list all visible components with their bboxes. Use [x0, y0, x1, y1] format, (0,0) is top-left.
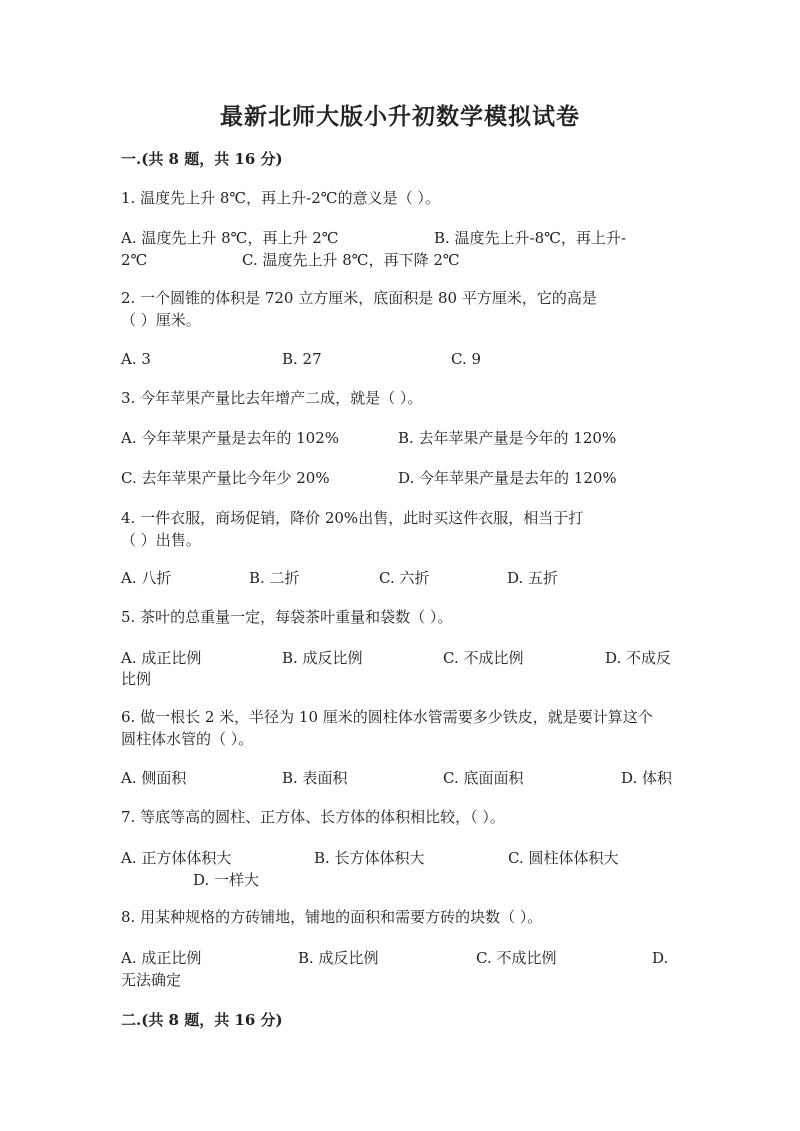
question-6-option-d: D. 体积 [621, 769, 673, 787]
question-5-option-d: D. 不成反 [605, 649, 672, 667]
question-8-option-d: D. [652, 949, 669, 967]
question-4-option-b: B. 二折 [249, 569, 300, 587]
question-8-text: 8. 用某种规格的方砖铺地，铺地的面积和需要方砖的块数（ ）。 [121, 908, 543, 926]
question-2-text-cont: （ ）厘米。 [121, 311, 201, 329]
question-2-option-a: A. 3 [121, 350, 151, 368]
question-3-text: 3. 今年苹果产量比去年增产二成，就是（ ）。 [121, 389, 423, 407]
question-4-text: 4. 一件衣服，商场促销，降价 20%出售，此时买这件衣服，相当于打 [121, 509, 584, 527]
question-7-option-b: B. 长方体体积大 [314, 849, 425, 867]
question-7-option-c: C. 圆柱体体积大 [508, 849, 619, 867]
question-2-text: 2. 一个圆锥的体积是 720 立方厘米，底面积是 80 平方厘米，它的高是 [121, 289, 597, 307]
question-8-option-d-cont: 无法确定 [121, 971, 182, 989]
question-7-option-a: A. 正方体体积大 [121, 849, 232, 867]
question-8-option-b: B. 成反比例 [298, 949, 379, 967]
question-5-option-b: B. 成反比例 [282, 649, 363, 667]
question-6-option-a: A. 侧面积 [121, 769, 187, 787]
question-6-text: 6. 做一根长 2 米，半径为 10 厘米的圆柱体水管需要多少铁皮，就是要计算这个 [121, 708, 653, 726]
question-3-option-a: A. 今年苹果产量是去年的 102% [121, 429, 340, 447]
question-1-option-b: B. 温度先上升-8℃，再上升- [434, 229, 627, 247]
question-8-option-a: A. 成正比例 [121, 949, 202, 967]
section-heading-2: 二.(共 8 题，共 16 分) [121, 1011, 283, 1029]
question-5-text: 5. 茶叶的总重量一定，每袋茶叶重量和袋数（ ）。 [121, 608, 453, 626]
question-4-text-cont: （ ）出售。 [121, 531, 201, 549]
question-5-option-a: A. 成正比例 [121, 649, 202, 667]
question-1-option-a: A. 温度先上升 8℃，再上升 2℃ [121, 229, 339, 247]
section-heading-1: 一.(共 8 题，共 16 分) [121, 150, 283, 168]
exam-title: 最新北师大版小升初数学模拟试卷 [220, 103, 580, 130]
question-5-option-c: C. 不成比例 [443, 649, 524, 667]
question-4-option-a: A. 八折 [121, 569, 172, 587]
question-2-option-b: B. 27 [282, 350, 322, 368]
question-4-option-c: C. 六折 [379, 569, 430, 587]
question-1-option-c: C. 温度先上升 8℃，再下降 2℃ [242, 251, 460, 269]
question-4-option-d: D. 五折 [507, 569, 559, 587]
question-8-option-c: C. 不成比例 [476, 949, 557, 967]
question-6-option-b: B. 表面积 [282, 769, 348, 787]
question-1-text: 1. 温度先上升 8℃，再上升-2℃的意义是（ ）。 [121, 189, 440, 207]
question-1-option-b-cont: 2℃ [121, 251, 148, 269]
question-7-text: 7. 等底等高的圆柱、正方体、长方体的体积相比较，（ ）。 [121, 808, 505, 826]
question-3-option-b: B. 去年苹果产量是今年的 120% [398, 429, 617, 447]
question-7-option-d: D. 一样大 [193, 871, 260, 889]
question-6-text-cont: 圆柱体水管的（ ）。 [121, 730, 254, 748]
question-6-option-c: C. 底面面积 [443, 769, 524, 787]
question-2-option-c: C. 9 [451, 350, 482, 368]
question-3-option-c: C. 去年苹果产量比今年少 20% [121, 469, 330, 487]
question-5-option-d-cont: 比例 [121, 670, 152, 688]
question-3-option-d: D. 今年苹果产量是去年的 120% [398, 469, 617, 487]
